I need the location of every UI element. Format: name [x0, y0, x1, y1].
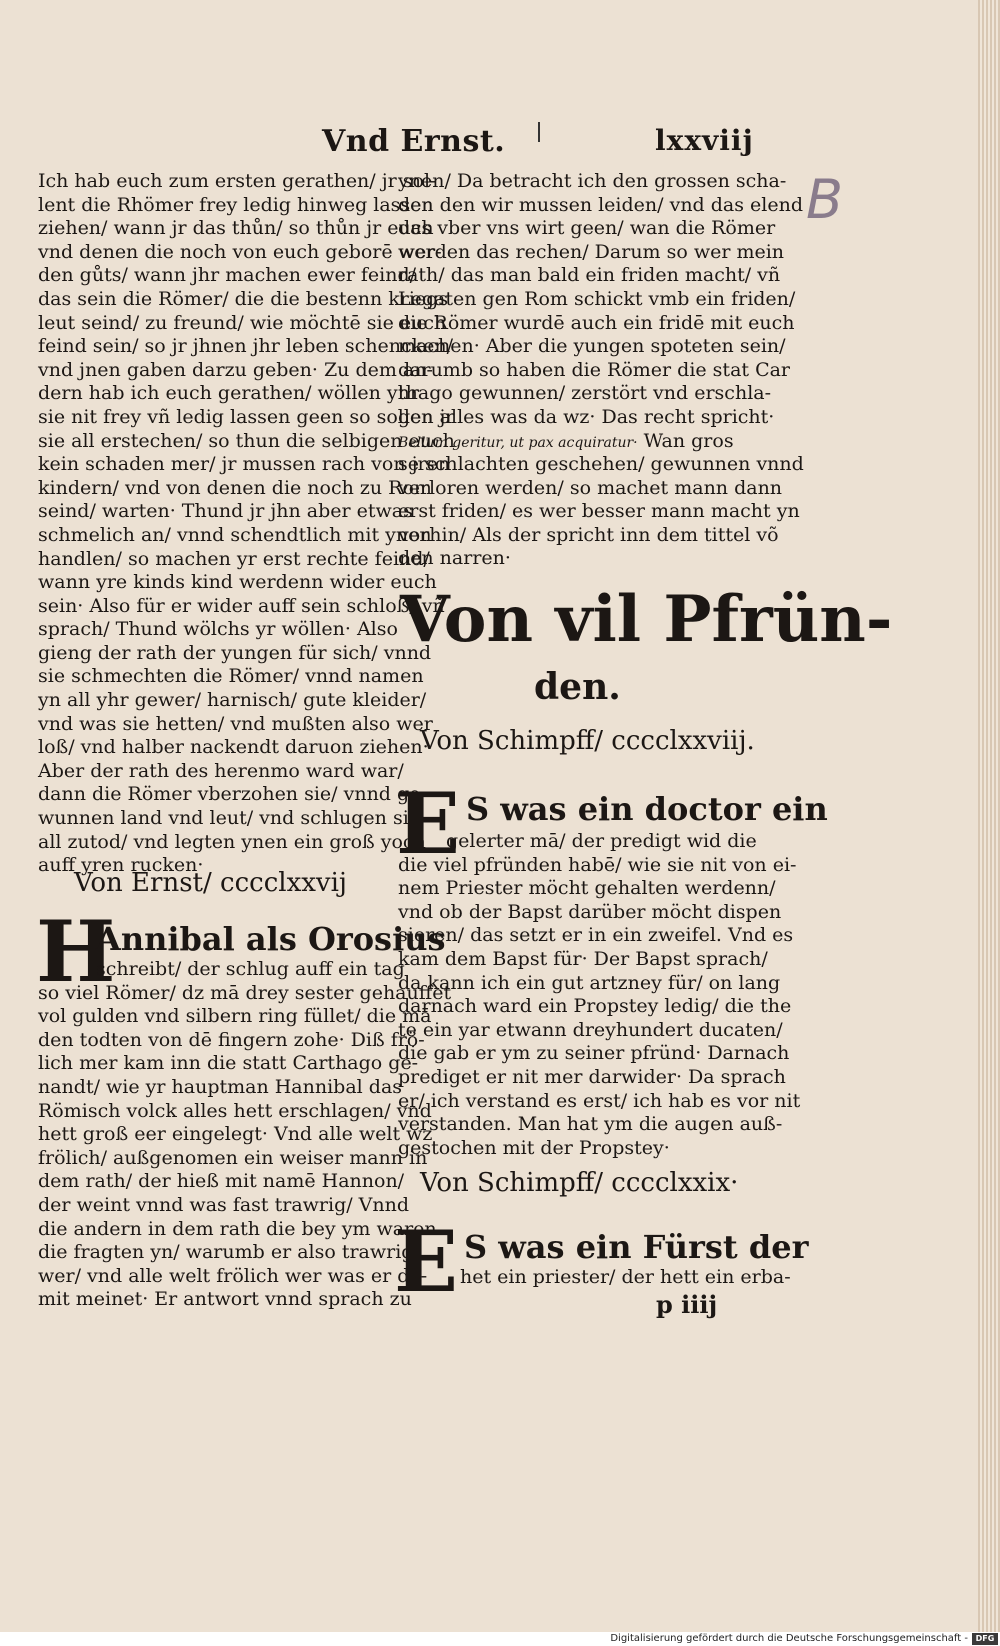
- text-line: die viel pfründen habē/ wie sie nit von ei-: [398, 853, 797, 876]
- text-line: se schlachten geschehen/ gewunnen vnnd: [398, 453, 804, 475]
- text-line: verloren werden/ so machet mann dann: [398, 476, 783, 499]
- text-line: er/ ich verstand es erst/ ich hab es vor nit: [398, 1089, 801, 1112]
- text-line: Legaten gen Rom schickt vmb ein friden/: [398, 287, 796, 310]
- text-line: vnd ob der Bapst darüber möcht dispen: [398, 900, 782, 923]
- text-line: so viel Römer/ dz mā drey sester gehauffet: [38, 981, 452, 1004]
- text-line: darumb so haben die Römer die stat Car: [398, 358, 791, 381]
- text-line: dem rath/ der hieß mit namē Hannon/: [38, 1170, 405, 1193]
- text-line: vnd jnen gaben darzu geben· Zu dem an-: [38, 358, 433, 381]
- section-heading-ernst: Von Ernst/ cccclxxvij: [74, 868, 347, 898]
- text-line: het ein priester/ der hett ein erba-: [460, 1266, 791, 1288]
- initial-letter-h: H: [36, 902, 116, 1001]
- text-line: vol gulden vnd silbern ring füllet/ die mā: [38, 1005, 432, 1028]
- text-line: Aber der rath des herenmo ward war/: [38, 759, 404, 782]
- text-line: der weint vnnd was fast trawrig/ Vnnd: [38, 1193, 410, 1216]
- text-line: nandt/ wie yr hauptman Hannibal das: [38, 1075, 403, 1098]
- print-mark: [538, 122, 540, 142]
- text-line: nem Priester möcht gehalten werdenn/: [398, 877, 776, 900]
- text-line: dern hab ich euch gerathen/ wöllen yhr: [38, 382, 419, 405]
- text-line: kein schaden mer/ jr mussen rach von jren: [38, 453, 451, 476]
- text-line: wann yre kinds kind werdenn wider euch: [38, 571, 437, 594]
- text-line: kindern/ vnd von denen die noch zu Rom: [38, 476, 432, 499]
- chapter-title-line2: den.: [534, 666, 621, 708]
- text-line: schreibt/ der schlug auff ein tag: [96, 958, 405, 980]
- text-line: das vber vns wirt geen/ wan die Römer: [398, 217, 776, 240]
- text-line: wunnen land vnd leut/ vnd schlugen sie: [38, 807, 421, 830]
- initial-letter-e-2: E: [394, 1212, 459, 1311]
- text-line: da kann ich ein gut artzney für/ on lang: [398, 971, 781, 994]
- text-line: sie all erstechen/ so thun die selbigen euch: [38, 429, 455, 452]
- text-line: gen alles was da wz· Das recht spricht·: [398, 405, 775, 428]
- right-latin-line: [398, 430, 748, 454]
- right-column-text-2: [398, 830, 801, 1160]
- text-line: seind/ warten· Thund jr jhn aber etwas: [38, 500, 413, 523]
- text-line: ziehen/ wann jr das thůn/ so thůn jr euch: [38, 217, 434, 240]
- text-line: das sein die Römer/ die die bestenn kriegs: [38, 287, 449, 310]
- text-line: all zutod/ vnd legten ynen ein groß yoch: [38, 830, 426, 853]
- text-line: sprach/ Thund wölchs yr wöllen· Also: [38, 618, 398, 641]
- text-line: die andern in dem rath die bey ym waren: [38, 1217, 437, 1240]
- text-line: loß/ vnd halber nackendt daruon ziehen·: [38, 736, 429, 759]
- text-line: rath/ das man bald ein friden macht/ vñ: [398, 264, 781, 287]
- margin-annotation: B: [806, 168, 844, 231]
- dfg-logo: DFG: [972, 1633, 998, 1645]
- text-line: feind sein/ so jr jhnen jhr leben schencken/: [38, 335, 454, 358]
- footer-credit: Digitalisierung gefördert durch die Deutsche Forschungsgemeinschaft -: [610, 1633, 968, 1644]
- latin-quote: Bellum geritur, ut pax acquiratur·: [398, 435, 638, 451]
- text-line: Römisch volck alles hett erschlagen/ vnd: [38, 1099, 432, 1122]
- text-line: vnd denen die noch von euch geborē wer-: [38, 240, 442, 263]
- right-column-text-1: [398, 170, 804, 430]
- text-line: wer/ vnd alle welt frölich wer was er da-: [38, 1264, 428, 1287]
- page-edge-stack: [978, 0, 1000, 1632]
- text-line: sieren/ das setzt er in ein zweifel. Vnd es: [398, 924, 794, 947]
- text-line: verstanden. Man hat ym die augen auß-: [398, 1113, 783, 1136]
- signature-mark: p iiij: [656, 1290, 718, 1319]
- text-line: handlen/ so machen yr erst rechte feind/: [38, 547, 430, 570]
- initial-line-hannibal: Annibal als Orosius: [96, 920, 446, 958]
- text-line: sie schmechten die Römer/ vnnd namen: [38, 665, 424, 688]
- text-line: gieng der rath der yungen für sich/ vnnd: [38, 641, 432, 664]
- text-line: frölich/ außgenomen ein weiser mann in: [38, 1146, 428, 1169]
- text-line: die gab er ym zu seiner pfründ· Darnach: [398, 1042, 790, 1065]
- text-line: sie nit frey vñ ledig lassen geen so sollen jr: [38, 405, 455, 428]
- text-line: te ein yar etwann dreyhundert ducaten/: [398, 1018, 783, 1041]
- latin-quote-line: [398, 430, 748, 454]
- text-line: die Römer wurdē auch ein fridē mit euch: [398, 311, 795, 334]
- section-heading-schimpff-1: Von Schimpff/ cccclxxviij.: [420, 726, 755, 756]
- text-line: erst friden/ es wer besser mann macht yn: [398, 500, 800, 523]
- text-line: machen· Aber die yungen spoteten sein/: [398, 335, 786, 358]
- text-line: den narren·: [398, 547, 511, 570]
- initial-letter-e-1: E: [396, 774, 461, 873]
- initial-line-fuerst: S was ein Fürst der: [464, 1228, 809, 1266]
- text-line: sein· Also für er wider auff sein schloß/ vñ: [38, 594, 445, 617]
- text-line: die fragten yn/ warumb er also trawrig: [38, 1241, 414, 1264]
- text-line: vnd was sie hetten/ vnd mußten also wer: [38, 712, 433, 735]
- text-line: den gůts/ wann jhr machen ewer feind/: [38, 264, 417, 287]
- text-line: vorhin/ Als der spricht inn dem tittel võ: [398, 523, 779, 546]
- section-heading-schimpff-2: Von Schimpff/ cccclxxix·: [420, 1168, 739, 1198]
- running-title: Vnd Ernst.: [322, 124, 506, 159]
- text-line: ynen/ Da betracht ich den grossen scha-: [398, 170, 787, 192]
- text-line: darnach ward ein Propstey ledig/ die the: [398, 995, 792, 1018]
- text-line: den todten von dē fingern zohe· Diß frö-: [38, 1028, 425, 1051]
- chapter-title-line1: Von vil Pfrün-: [400, 582, 893, 657]
- text-line: werden das rechen/ Darum so wer mein: [398, 240, 785, 263]
- folio-number: lxxviij: [655, 124, 754, 157]
- text-line: hett groß eer eingelegt· Vnd alle welt wz: [38, 1123, 433, 1146]
- text-line: gelerter mā/ der predigt wid die: [446, 830, 757, 852]
- text-line: den den wir mussen leiden/ vnd das elend: [398, 193, 804, 216]
- latin-line-continuation: Wan gros: [643, 430, 734, 452]
- left-column-text-2: [38, 958, 452, 1312]
- text-line: lent die Rhömer frey ledig hinweg lassen: [38, 193, 434, 216]
- text-line: Ich hab euch zum ersten gerathen/ jr sol-: [38, 170, 437, 192]
- text-line: thago gewunnen/ zerstört vnd erschla-: [398, 382, 772, 405]
- text-line: leut seind/ zu freund/ wie möchtē sie euch: [38, 311, 447, 334]
- text-line: yn all yhr gewer/ harnisch/ gute kleider/: [38, 689, 427, 712]
- text-line: auff yren rucken·: [38, 854, 204, 877]
- text-line: schmelich an/ vnnd schendtlich mit ynen: [38, 523, 432, 546]
- footer-bar: [0, 1632, 1000, 1646]
- text-line: gestochen mit der Propstey·: [398, 1136, 670, 1159]
- right-column-text-1b: [398, 453, 804, 571]
- text-line: lich mer kam inn die statt Carthago ge-: [38, 1052, 419, 1075]
- initial-line-doctor: S was ein doctor ein: [466, 790, 828, 828]
- text-line: dann die Römer vberzohen sie/ vnnd ge-: [38, 783, 427, 806]
- text-line: kam dem Bapst für· Der Bapst sprach/: [398, 947, 768, 970]
- text-line: prediget er nit mer darwider· Da sprach: [398, 1065, 786, 1088]
- right-column-text-3: [460, 1266, 791, 1290]
- text-line: mit meinet· Er antwort vnnd sprach zu: [38, 1288, 412, 1311]
